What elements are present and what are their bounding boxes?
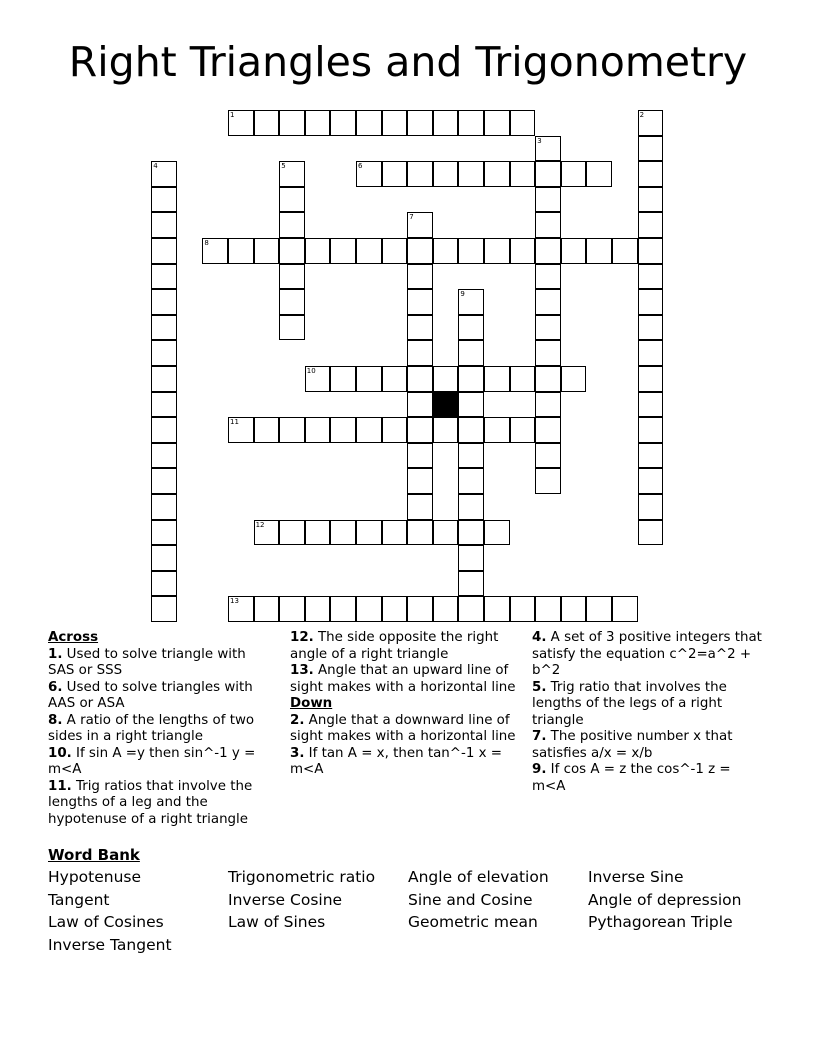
clue-across-1: 1. Used to solve triangle with SAS or SSS [48,646,246,678]
grid-cell[interactable] [638,110,664,136]
grid-cell[interactable] [151,340,177,366]
grid-cell[interactable] [279,161,305,187]
across-heading: Across [48,630,99,645]
grid-cell[interactable] [356,161,382,187]
clue-number: 4 [153,162,158,171]
clue-number: 13 [230,597,239,606]
clue-across-6: 6. Used to solve triangles with AAS or ASA [48,679,253,711]
grid-cell[interactable] [228,238,254,264]
grid-cell[interactable] [279,212,305,238]
grid-cell[interactable] [484,520,510,546]
grid-cell[interactable] [535,289,561,315]
grid-cell[interactable] [535,468,561,494]
word-bank-item: Law of Sines [228,913,326,931]
clue-number: 5 [281,162,286,171]
grid-cell[interactable] [433,110,459,136]
grid-cell[interactable] [151,468,177,494]
grid-cell[interactable] [382,110,408,136]
grid-cell[interactable] [458,494,484,520]
grid-cell[interactable] [561,366,587,392]
grid-cell[interactable] [279,315,305,341]
grid-cell[interactable] [254,596,280,622]
grid-cell[interactable] [356,366,382,392]
clue-number: 12 [255,520,265,529]
grid-cell[interactable] [356,596,382,622]
grid-cell[interactable] [484,366,510,392]
grid-cell[interactable] [407,238,433,264]
grid-cell[interactable] [638,468,664,494]
grid-cell[interactable] [484,417,510,443]
grid-cell[interactable] [586,238,612,264]
grid-cell[interactable] [407,468,433,494]
clue-down-3: 3. If tan A = x, then tan^-1 x = m<A [290,745,503,777]
grid-cell[interactable] [612,238,638,264]
grid-cell[interactable] [305,110,331,136]
grid-cell[interactable] [151,264,177,290]
grid-cell[interactable] [382,520,408,546]
grid-cell[interactable] [151,315,177,341]
grid-cell[interactable] [458,289,484,315]
grid-cell[interactable] [535,392,561,418]
grid-cell[interactable] [458,520,484,546]
clue-across-13: 13. Angle that an upward line of sight makes with a horizontal line [290,663,516,695]
grid-cell[interactable] [254,110,280,136]
grid-cell[interactable] [638,187,664,213]
grid-cell[interactable] [638,340,664,366]
page-title: Right Triangles and Trigonometry [68,38,748,86]
grid-cell[interactable] [638,494,664,520]
grid-cell[interactable] [510,596,536,622]
grid-cell[interactable] [510,110,536,136]
grid-cell[interactable] [356,520,382,546]
grid-cell[interactable] [638,161,664,187]
grid-cell[interactable] [382,366,408,392]
grid-cell[interactable] [330,520,356,546]
grid-cell[interactable] [407,315,433,341]
grid-cell[interactable] [510,161,536,187]
grid-cell[interactable] [356,417,382,443]
clue-number: 3 [537,136,542,145]
down-heading: Down [290,696,333,711]
grid-cell[interactable] [151,238,177,264]
grid-cell[interactable] [330,238,356,264]
word-bank-item: Trigonometric ratio [228,868,376,886]
grid-cell[interactable] [254,238,280,264]
grid-cell[interactable] [535,136,561,162]
grid-cell[interactable] [510,366,536,392]
grid-cell[interactable] [279,264,305,290]
clue-down-9: 9. If cos A = z the cos^-1 z = m<A [532,762,731,794]
grid-cell[interactable] [382,161,408,187]
word-bank-item: Hypotenuse [48,868,142,886]
grid-cell[interactable] [433,596,459,622]
clue-down-2: 2. Angle that a downward line of sight makes with a horizontal line [290,712,516,744]
grid-cell[interactable] [254,417,280,443]
grid-cell[interactable] [458,392,484,418]
grid-cell[interactable] [458,596,484,622]
clues-column-3 [532,630,762,795]
grid-cell[interactable] [279,596,305,622]
word-bank-item: Tangent [48,891,110,909]
grid-cell[interactable] [228,417,254,443]
clue-down-5: 5. Trig ratio that involves the lengths of the legs of a right triangle [532,679,727,728]
grid-cell[interactable] [151,187,177,213]
clue-across-11: 11. Trig ratios that involve the lengths of a leg and the hypotenuse of a right triangle [48,778,253,827]
grid-cell[interactable] [458,417,484,443]
clue-number: 11 [230,418,239,427]
grid-cell[interactable] [228,110,254,136]
word-bank-item: Pythagorean Triple [588,913,733,931]
grid-cell[interactable] [612,596,638,622]
grid-cell[interactable] [407,417,433,443]
word-bank-item: Sine and Cosine [408,891,533,909]
grid-cell[interactable] [330,417,356,443]
grid-cell[interactable] [382,238,408,264]
grid-cell[interactable] [407,161,433,187]
grid-cell[interactable] [535,443,561,469]
grid-cell[interactable] [458,443,484,469]
grid-cell[interactable] [151,545,177,571]
grid-cell[interactable] [458,571,484,597]
clue-number: 10 [306,367,316,375]
grid-cell[interactable] [151,392,177,418]
grid-cell[interactable] [433,366,459,392]
grid-cell[interactable] [458,340,484,366]
grid-cell[interactable] [407,520,433,546]
grid-cell[interactable] [151,571,177,597]
word-bank-item: Inverse Cosine [228,891,343,909]
grid-cell[interactable] [484,596,510,622]
grid-cell[interactable] [279,417,305,443]
grid-cell[interactable] [510,238,536,264]
clue-across-8: 8. A ratio of the lengths of two sides in a right triangle [48,712,255,744]
grid-cell[interactable] [407,392,433,418]
grid-cell[interactable] [407,596,433,622]
grid-cell[interactable] [510,417,536,443]
word-bank-item: Law of Cosines [48,913,164,931]
black-square [433,392,459,418]
grid-cell[interactable] [305,520,331,546]
grid-cell[interactable] [484,238,510,264]
grid-cell[interactable] [202,238,228,264]
grid-cell[interactable] [151,366,177,392]
grid-cell[interactable] [638,520,664,546]
grid-cell[interactable] [279,520,305,546]
grid-cell[interactable] [561,161,587,187]
grid-cell[interactable] [305,366,331,392]
word-bank-item: Angle of elevation [408,868,549,886]
word-bank-item: Geometric mean [408,913,538,931]
grid-cell[interactable] [279,289,305,315]
grid-cell[interactable] [535,315,561,341]
grid-cell[interactable] [279,238,305,264]
grid-cell[interactable] [254,520,280,546]
grid-cell[interactable] [305,596,331,622]
grid-cell[interactable] [433,520,459,546]
grid-cell[interactable] [458,161,484,187]
grid-cell[interactable] [458,468,484,494]
grid-cell[interactable] [586,596,612,622]
grid-cell[interactable] [638,238,664,264]
grid-cell[interactable] [151,289,177,315]
clue-number: 2 [639,111,645,119]
grid-cell[interactable] [458,366,484,392]
grid-cell[interactable] [535,161,561,187]
grid-cell[interactable] [535,596,561,622]
grid-cell[interactable] [638,289,664,315]
grid-cell[interactable] [535,340,561,366]
grid-cell[interactable] [330,596,356,622]
grid-cell[interactable] [484,161,510,187]
grid-cell[interactable] [305,417,331,443]
grid-cell[interactable] [151,520,177,546]
grid-cell[interactable] [151,417,177,443]
grid-cell[interactable] [356,238,382,264]
grid-cell[interactable] [484,110,510,136]
grid-cell[interactable] [458,315,484,341]
clue-number: 6 [358,162,363,171]
grid-cell[interactable] [407,289,433,315]
grid-cell[interactable] [535,238,561,264]
grid-cell[interactable] [407,212,433,238]
grid-cell[interactable] [330,110,356,136]
grid-cell[interactable] [458,110,484,136]
grid-cell[interactable] [535,187,561,213]
grid-cell[interactable] [433,238,459,264]
clues-column-2 [290,630,528,779]
grid-cell[interactable] [279,110,305,136]
clue-down-7: 7. The positive number x that satisfies a/x = x/b [532,729,733,761]
grid-cell[interactable] [638,417,664,443]
clue-down-4: 4. A set of 3 positive integers that satisfy the equation c^2=a^2 + b^2 [532,630,762,678]
grid-cell[interactable] [535,417,561,443]
word-bank-item: Angle of depression [588,891,742,909]
grid-cell[interactable] [638,366,664,392]
grid-cell[interactable] [382,417,408,443]
grid-cell[interactable] [638,212,664,238]
grid-cell[interactable] [586,161,612,187]
grid-cell[interactable] [151,596,177,622]
grid-cell[interactable] [535,212,561,238]
grid-cell[interactable] [356,110,382,136]
grid-cell[interactable] [407,340,433,366]
grid-cell[interactable] [433,161,459,187]
grid-cell[interactable] [407,443,433,469]
grid-cell[interactable] [561,596,587,622]
grid-cell[interactable] [433,417,459,443]
grid-cell[interactable] [638,264,664,290]
grid-cell[interactable] [638,392,664,418]
grid-cell[interactable] [458,238,484,264]
clues-column-1 [48,630,276,828]
grid-cell[interactable] [535,264,561,290]
grid-cell[interactable] [561,238,587,264]
grid-cell[interactable] [535,366,561,392]
clue-number: 8 [204,239,209,247]
grid-cell[interactable] [151,494,177,520]
grid-cell[interactable] [407,366,433,392]
grid-cell[interactable] [382,596,408,622]
word-bank-item: Inverse Tangent [48,936,172,954]
grid-cell[interactable] [638,443,664,469]
grid-cell[interactable] [638,315,664,341]
word-bank-heading: Word Bank [48,846,140,864]
word-bank-item: Inverse Sine [588,868,684,886]
clue-across-10: 10. If sin A =y then sin^-1 y = m<A [48,745,256,777]
grid-cell[interactable] [330,366,356,392]
grid-cell[interactable] [638,136,664,162]
clue-number: 7 [409,213,414,222]
grid-cell[interactable] [305,238,331,264]
clue-number: 1 [230,111,235,119]
grid-cell[interactable] [151,161,177,187]
grid-cell[interactable] [458,545,484,571]
grid-cell[interactable] [279,187,305,213]
grid-cell[interactable] [228,596,254,622]
clue-number: 9 [460,290,465,299]
grid-cell[interactable] [407,264,433,290]
clue-across-12: 12. The side opposite the right angle of a right triangle [290,630,499,662]
grid-cell[interactable] [151,443,177,469]
grid-cell[interactable] [151,212,177,238]
grid-cell[interactable] [407,110,433,136]
grid-cell[interactable] [407,494,433,520]
